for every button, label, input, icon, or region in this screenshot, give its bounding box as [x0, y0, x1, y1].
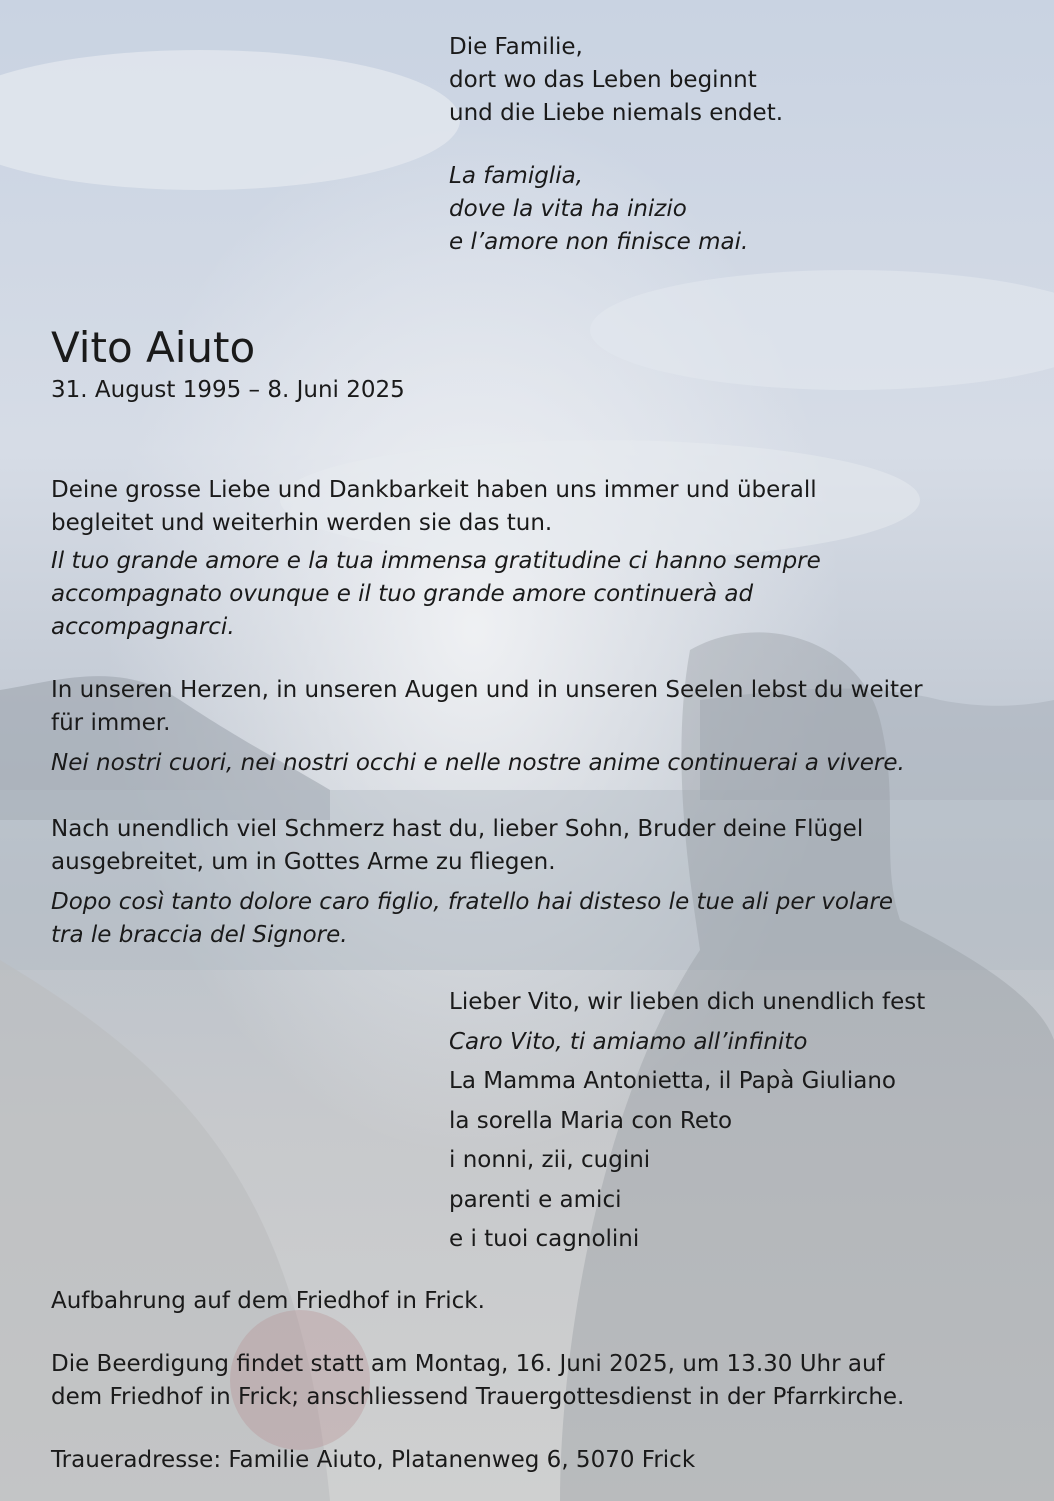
family-member: parenti e amici: [449, 1186, 622, 1213]
family-member: e i tuoi cagnolini: [449, 1226, 640, 1252]
motto-line: dort wo das Leben beginnt: [449, 67, 757, 93]
paragraph-1-italian: [51, 545, 821, 644]
text-line: accompagnato ovunque e il tuo grande amore continuerà ad: [51, 581, 754, 607]
paragraph-1-german: [51, 474, 817, 540]
funeral-notice: [51, 1348, 904, 1414]
motto-line: dove la vita ha inizio: [449, 196, 687, 222]
motto-italian: [449, 160, 748, 259]
signature-german: Lieber Vito, wir lieben dich unendlich fest: [449, 989, 926, 1015]
life-dates: 31. August 1995 – 8. Juni 2025: [51, 377, 405, 403]
text-line: Dopo così tanto dolore caro figlio, fratello hai disteso le tue ali per volare: [51, 889, 894, 915]
signature-italian: Caro Vito, ti amiamo all’infinito: [449, 1028, 808, 1055]
text-line: ausgebreitet, um in Gottes Arme zu fliegen.: [51, 849, 556, 875]
motto-line: Die Familie,: [449, 34, 583, 60]
family-member: la sorella Maria con Reto: [449, 1107, 733, 1134]
family-signature: [449, 983, 925, 1260]
paragraph-3-italian: [51, 886, 893, 952]
text-line: Nach unendlich viel Schmerz hast du, lieber Sohn, Bruder deine Flügel: [51, 816, 864, 842]
mourning-address: Traueradresse: Familie Aiuto, Platanenweg 6, 5070 Frick: [51, 1447, 696, 1473]
text-line: begleitet und weiterhin werden sie das tun.: [51, 510, 553, 536]
motto-line: und die Liebe niemals endet.: [449, 100, 784, 126]
motto-line: La famiglia,: [449, 163, 583, 189]
wake-notice: Aufbahrung auf dem Friedhof in Frick.: [51, 1288, 485, 1314]
text-line: Il tuo grande amore e la tua immensa gratitudine ci hanno sempre: [51, 548, 821, 574]
motto-german: [449, 31, 783, 130]
text-line: tra le braccia del Signore.: [51, 922, 348, 948]
family-member: i nonni, zii, cugini: [449, 1147, 651, 1173]
paragraph-2-italian: [51, 747, 905, 780]
family-member: La Mamma Antonietta, il Papà Giuliano: [449, 1068, 896, 1094]
text-line: accompagnarci.: [51, 614, 235, 640]
paragraph-2-german: [51, 674, 923, 740]
deceased-name: Vito Aiuto: [51, 323, 256, 372]
text-line: dem Friedhof in Frick; anschliessend Trauergottesdienst in der Pfarrkirche.: [51, 1384, 905, 1410]
text-line: Die Beerdigung findet statt am Montag, 16. Juni 2025, um 13.30 Uhr auf: [51, 1351, 885, 1377]
text-line: für immer.: [51, 710, 171, 736]
motto-line: e l’amore non finisce mai.: [449, 229, 749, 255]
text-line: Nei nostri cuori, nei nostri occhi e nelle nostre anime continuerai a vivere.: [51, 750, 905, 776]
text-line: Deine grosse Liebe und Dankbarkeit haben uns immer und überall: [51, 477, 817, 503]
paragraph-3-german: [51, 813, 863, 879]
text-line: In unseren Herzen, in unseren Augen und in unseren Seelen lebst du weiter: [51, 677, 923, 703]
